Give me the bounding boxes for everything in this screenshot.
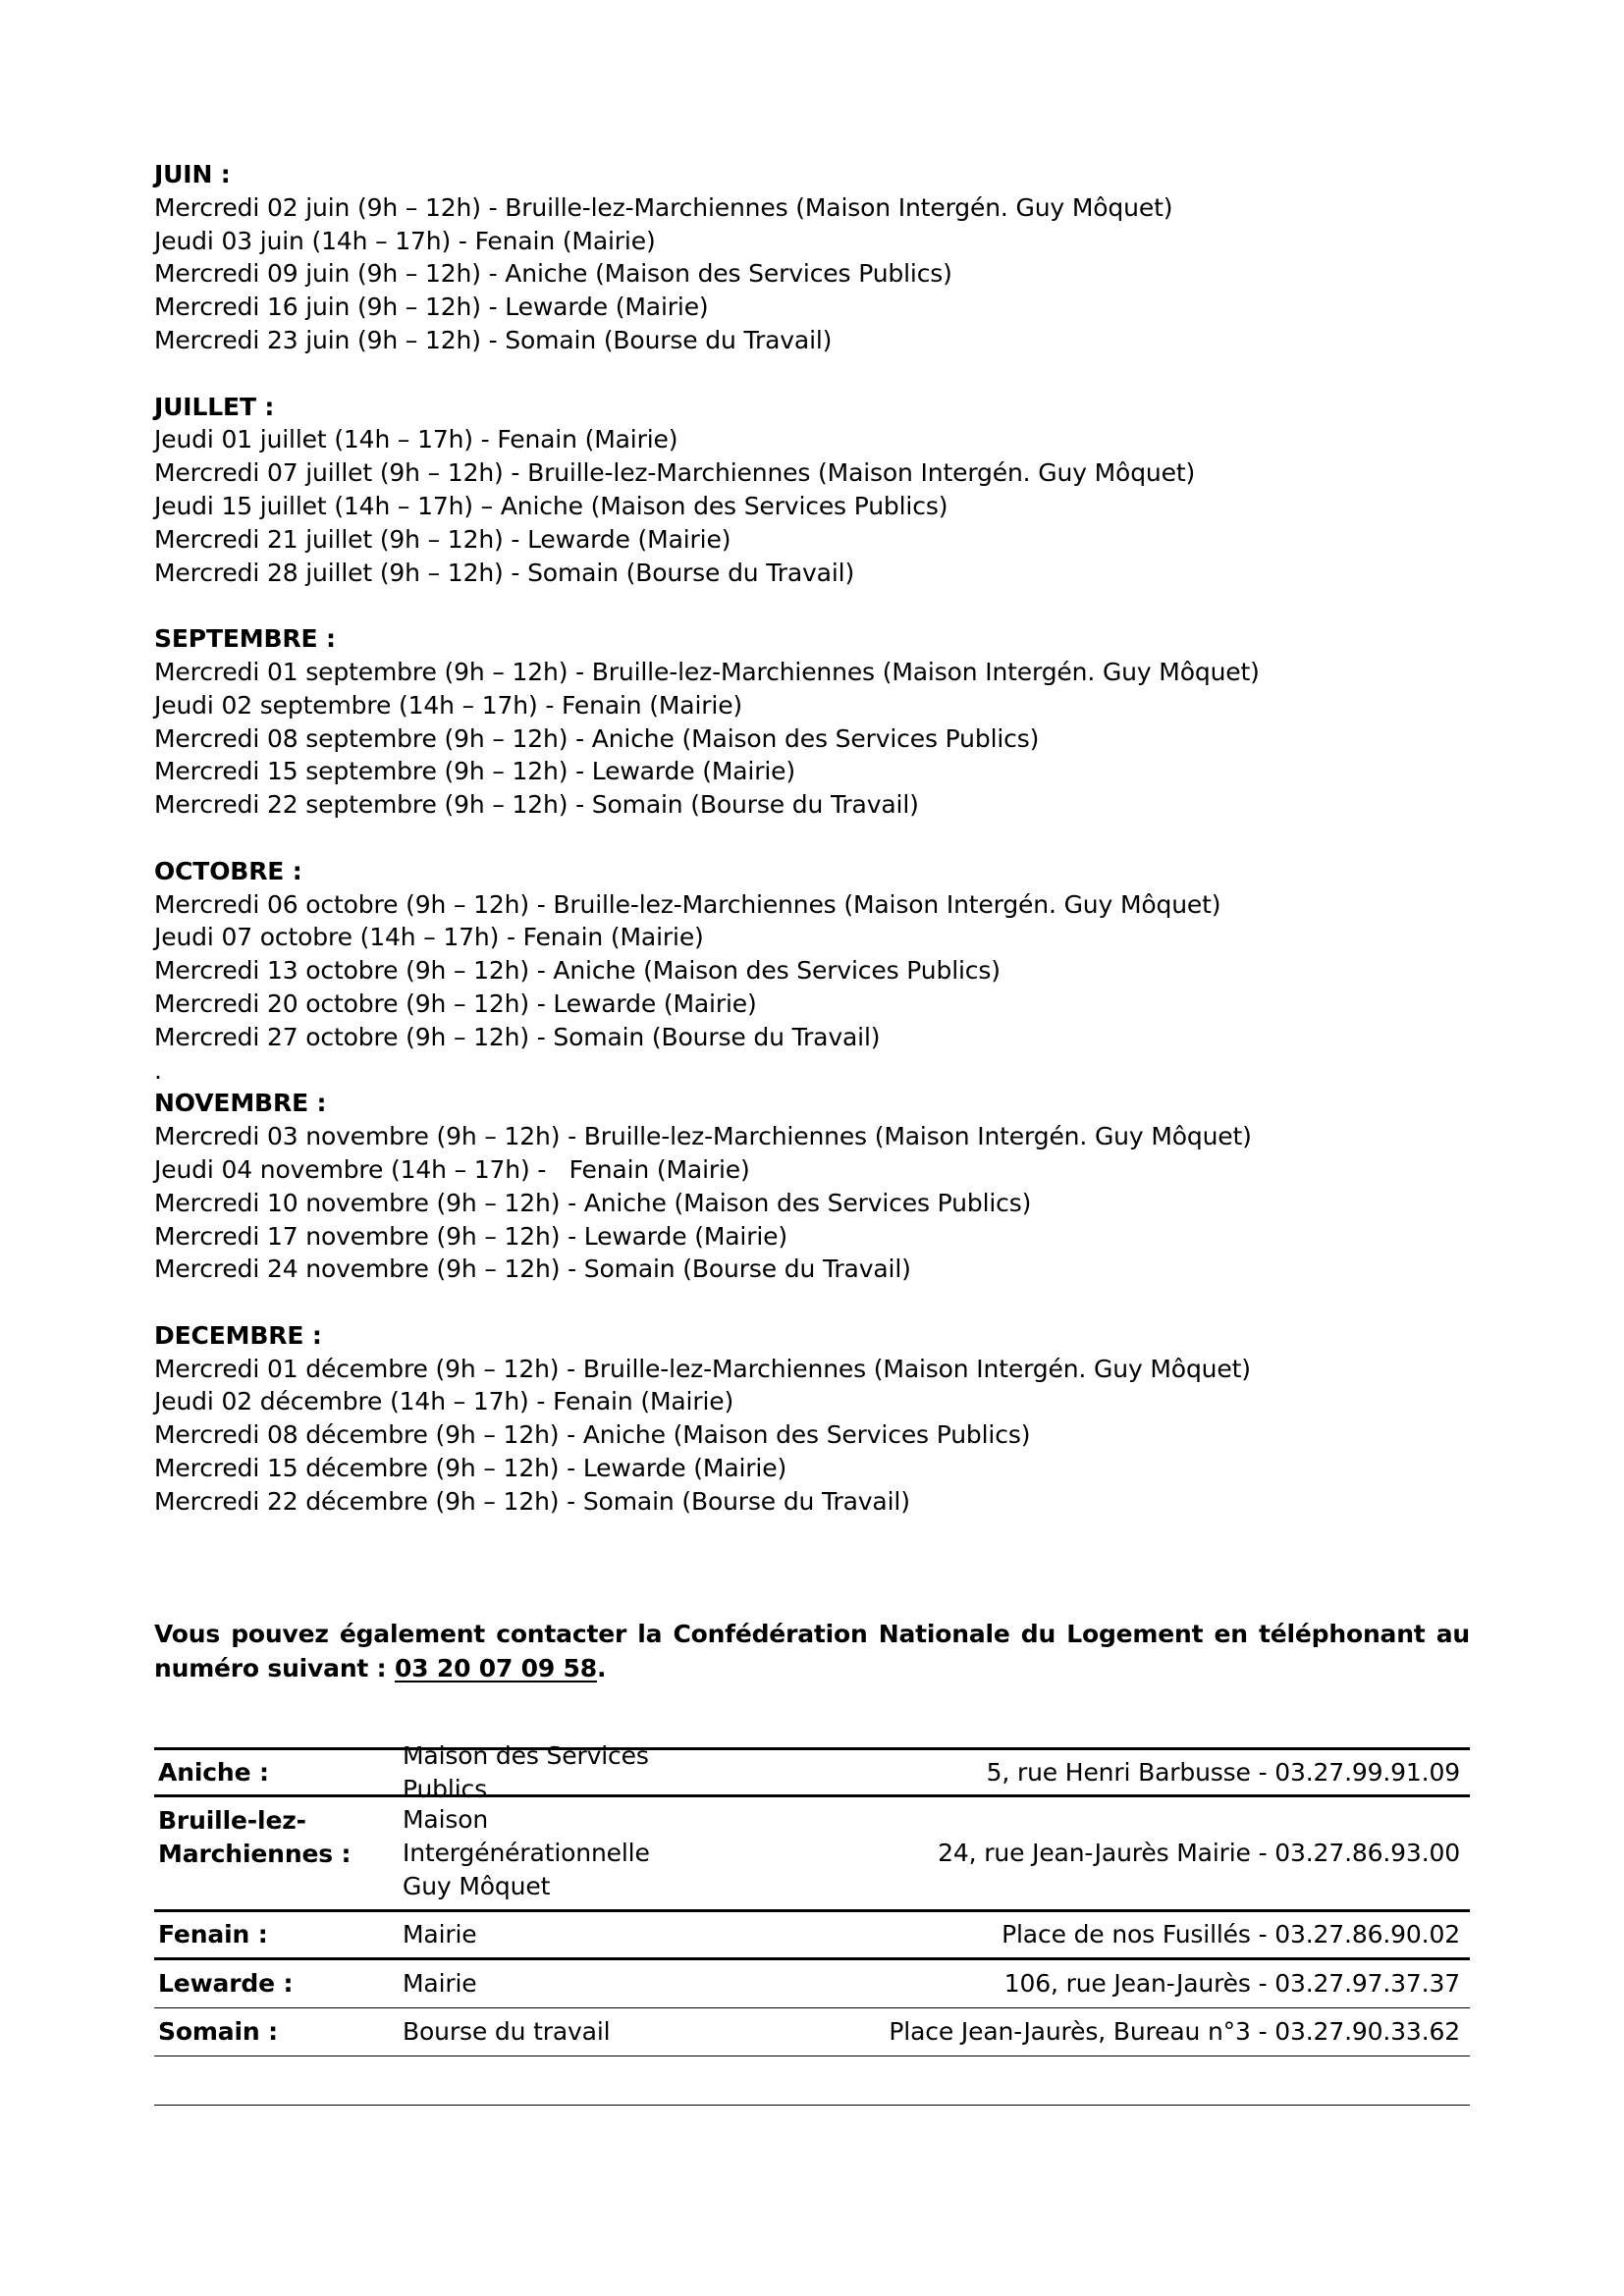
place-cell — [403, 1739, 727, 1806]
schedule-entry: Mercredi 24 novembre (9h – 12h) - Somain (Bourse du Travail) — [154, 1255, 911, 1284]
blank-line — [154, 1286, 1470, 1319]
schedule-entry: Mercredi 07 juillet (9h – 12h) - Bruille-lez-Marchiennes (Maison Intergén. Guy Môquet) — [154, 458, 1196, 488]
schedule-entry: Jeudi 02 septembre (14h – 17h) - Fenain (Mairie) — [154, 690, 743, 720]
schedule-entry: Mercredi 21 juillet (9h – 12h) - Lewarde (Mairie) — [154, 524, 731, 554]
contact-paragraph — [154, 1617, 1470, 1685]
month-heading: OCTOBRE : — [154, 856, 302, 885]
place-cell — [403, 1967, 727, 2001]
schedule-entry: Jeudi 15 juillet (14h – 17h) – Aniche (Maison des Services Publics) — [154, 491, 948, 520]
schedule-entry: Mercredi 27 octobre (9h – 12h) - Somain (Bourse du Travail) — [154, 1022, 881, 1051]
table-row-somain — [154, 2008, 1470, 2056]
place-line: Maison des Services Publics — [403, 1740, 649, 1803]
city-line: Marchiennes : — [158, 1840, 352, 1868]
schedule-entry: Jeudi 07 octobre (14h – 17h) - Fenain (Mairie) — [154, 923, 704, 952]
city-cell: Aniche : — [158, 1757, 269, 1787]
schedule-entry: Mercredi 15 décembre (9h – 12h) - Lewarde (Mairie) — [154, 1454, 787, 1483]
place-cell — [403, 1803, 727, 1903]
offices-table — [154, 1740, 1470, 2106]
contact-text: Vous pouvez également contacter la Confédération Nationale du Logement en téléphonant au numéro suivant : — [154, 1620, 1470, 1682]
schedule-entry: Mercredi 22 décembre (9h – 12h) - Somain (Bourse du Travail) — [154, 1486, 910, 1516]
schedule-entry: Mercredi 01 décembre (9h – 12h) - Bruille-lez-Marchiennes (Maison Intergén. Guy Môquet) — [154, 1354, 1251, 1383]
address-cell: Place de nos Fusillés - 03.27.86.90.02 — [1001, 1920, 1460, 1949]
blank-line — [154, 822, 1470, 855]
table-row-aniche — [154, 1740, 1470, 1803]
schedule-entry: Mercredi 28 juillet (9h – 12h) - Somain (Bourse du Travail) — [154, 558, 855, 587]
contact-period: . — [596, 1654, 607, 1682]
place-line: Mairie — [403, 1920, 477, 1949]
schedule-entry: Jeudi 01 juillet (14h – 17h) - Fenain (Mairie) — [154, 425, 678, 454]
schedule-entry: Mercredi 20 octobre (9h – 12h) - Lewarde (Mairie) — [154, 988, 757, 1018]
month-section-septembre — [154, 622, 1470, 855]
blank-line — [154, 357, 1470, 391]
month-section-octobre — [154, 855, 1470, 1088]
month-section-decembre — [154, 1319, 1470, 1519]
month-section-novembre — [154, 1087, 1470, 1319]
place-cell — [403, 1918, 727, 1951]
schedule-entry: Mercredi 08 septembre (9h – 12h) - Aniche (Maison des Services Publics) — [154, 723, 1040, 753]
address-cell: 106, rue Jean-Jaurès - 03.27.97.37.37 — [1003, 1969, 1460, 1998]
address-cell: 5, rue Henri Barbusse - 03.27.99.91.09 — [986, 1757, 1460, 1787]
city-cell: Fenain : — [158, 1920, 268, 1949]
month-heading: JUIN : — [154, 160, 231, 188]
place-line: Bourse du travail — [403, 2017, 611, 2046]
blank-line — [154, 589, 1470, 622]
schedule-entry: Mercredi 08 décembre (9h – 12h) - Aniche (Maison des Services Publics) — [154, 1420, 1031, 1450]
city-cell: Somain : — [158, 2017, 278, 2046]
city-line: Bruille-lez- — [158, 1806, 306, 1835]
stray-period-line: . — [154, 1055, 162, 1085]
month-section-juin — [154, 158, 1470, 391]
schedule-entry: Mercredi 23 juin (9h – 12h) - Somain (Bourse du Travail) — [154, 325, 833, 354]
schedule-entry: Jeudi 04 novembre (14h – 17h) - Fenain (Mairie) — [154, 1154, 750, 1184]
phone-number-link[interactable]: 03 20 07 09 58 — [394, 1654, 597, 1682]
month-heading: DECEMBRE : — [154, 1320, 322, 1350]
place-line: Mairie — [403, 1969, 477, 1998]
place-line: Maison — [403, 1805, 489, 1834]
place-cell — [403, 2015, 727, 2049]
place-line: Intergénérationnelle — [403, 1839, 650, 1867]
permanence-schedule — [154, 158, 1470, 1519]
city-cell — [154, 1797, 403, 1871]
schedule-entry: Jeudi 03 juin (14h – 17h) - Fenain (Mairie) — [154, 226, 656, 255]
schedule-entry: Mercredi 02 juin (9h – 12h) - Bruille-lez-Marchiennes (Maison Intergén. Guy Môquet) — [154, 192, 1173, 222]
month-section-juillet — [154, 391, 1470, 623]
schedule-entry: Mercredi 10 novembre (9h – 12h) - Aniche (Maison des Services Publics) — [154, 1188, 1032, 1217]
table-empty-row — [154, 2056, 1470, 2106]
address-cell: 24, rue Jean-Jaurès Mairie - 03.27.86.93.00 — [938, 1839, 1460, 1867]
table-row-bruille — [154, 1797, 1470, 1912]
month-heading: JUILLET : — [154, 392, 275, 421]
schedule-entry: Mercredi 03 novembre (9h – 12h) - Bruille-lez-Marchiennes (Maison Intergén. Guy Môquet) — [154, 1122, 1252, 1151]
address-cell: Place Jean-Jaurès, Bureau n°3 - 03.27.90.33.62 — [889, 2017, 1460, 2046]
schedule-entry: Mercredi 17 novembre (9h – 12h) - Lewarde (Mairie) — [154, 1221, 787, 1251]
schedule-entry: Mercredi 15 septembre (9h – 12h) - Lewarde (Mairie) — [154, 757, 795, 786]
schedule-entry: Mercredi 01 septembre (9h – 12h) - Bruille-lez-Marchiennes (Maison Intergén. Guy Môquet) — [154, 657, 1260, 686]
table-row-lewarde — [154, 1960, 1470, 2008]
month-heading: NOVEMBRE : — [154, 1089, 327, 1118]
schedule-entry: Mercredi 06 octobre (9h – 12h) - Bruille-lez-Marchiennes (Maison Intergén. Guy Môquet) — [154, 889, 1221, 919]
schedule-entry: Mercredi 16 juin (9h – 12h) - Lewarde (Mairie) — [154, 293, 709, 322]
schedule-entry: Mercredi 13 octobre (9h – 12h) - Aniche (Maison des Services Publics) — [154, 956, 1001, 986]
table-row-fenain — [154, 1912, 1470, 1960]
city-cell: Lewarde : — [158, 1969, 294, 1998]
schedule-entry: Jeudi 02 décembre (14h – 17h) - Fenain (Mairie) — [154, 1387, 734, 1416]
place-line: Guy Môquet — [403, 1872, 551, 1900]
schedule-entry: Mercredi 09 juin (9h – 12h) - Aniche (Maison des Services Publics) — [154, 259, 952, 289]
schedule-entry: Mercredi 22 septembre (9h – 12h) - Somain (Bourse du Travail) — [154, 790, 919, 820]
month-heading: SEPTEMBRE : — [154, 624, 336, 654]
